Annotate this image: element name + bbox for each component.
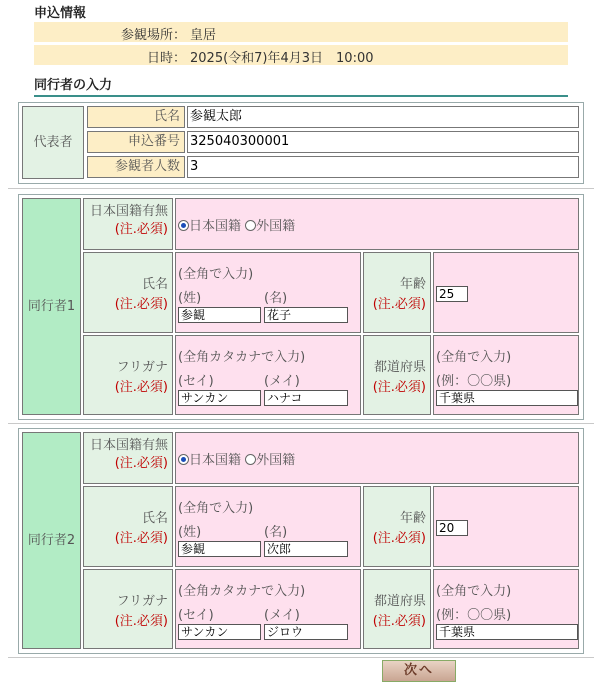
companion-2-table [18, 428, 584, 654]
c1-pref-cell [433, 335, 579, 415]
c1-surname-caption: (姓) [178, 291, 202, 306]
c2-foreign-radio[interactable] [245, 454, 256, 465]
c2-sei-caption: (セイ) [178, 608, 214, 623]
c2-nationality-label: 日本国籍有無 (注.必須) [83, 432, 173, 484]
info-row-location [34, 22, 568, 42]
rep-count-value: 3 [187, 156, 579, 178]
c1-name-hint: (全角で入力) [178, 267, 254, 282]
c1-kana-label: フリガナ (注.必須) [83, 335, 173, 415]
c1-japanese-radio[interactable] [178, 220, 189, 231]
c1-foreign-label: 外国籍 [256, 219, 296, 234]
c2-pref-example: (例：〇〇県) [436, 608, 512, 623]
c1-mei-input[interactable]: ハナコ [264, 390, 348, 406]
datetime-label: 日時： [146, 51, 186, 66]
c2-given-caption: (名) [264, 525, 288, 540]
c2-kana-label: フリガナ (注.必須) [83, 569, 173, 649]
c1-nationality-label: 日本国籍有無 (注.必須) [83, 198, 173, 250]
c1-pref-example: (例：〇〇県) [436, 374, 512, 389]
c2-name-cell [175, 486, 361, 567]
c2-age-input[interactable]: 20 [436, 520, 468, 536]
c1-sei-input[interactable]: サンカン [178, 390, 261, 406]
c1-name-label: 氏名 (注.必須) [83, 252, 173, 333]
c2-pref-input[interactable]: 千葉県 [436, 624, 578, 640]
c2-nationality-cell [175, 432, 579, 484]
c2-name-hint: (全角で入力) [178, 501, 254, 516]
representative-table [18, 102, 584, 184]
separator [8, 657, 594, 658]
c1-kana-hint: (全角カタカナで入力) [178, 350, 306, 365]
rep-number-label: 申込番号 [87, 131, 185, 153]
companion-2-title: 同行者2 [22, 432, 81, 649]
companion-1-title: 同行者1 [22, 198, 81, 415]
c1-nationality-cell [175, 198, 579, 250]
c1-pref-input[interactable]: 千葉県 [436, 390, 578, 406]
c1-age-label: 年齢 (注.必須) [363, 252, 431, 333]
rep-name-value: 参観太郎 [187, 106, 579, 128]
c1-surname-input[interactable]: 参観 [178, 307, 261, 323]
companion-1-table [18, 194, 584, 420]
rep-count-label: 参観者人数 [87, 156, 185, 178]
location-value: 皇居 [190, 28, 217, 43]
c1-kana-cell [175, 335, 361, 415]
separator [8, 423, 594, 424]
c1-age-input[interactable]: 25 [436, 286, 468, 302]
c1-given-caption: (名) [264, 291, 288, 306]
c2-kana-cell [175, 569, 361, 649]
c2-pref-cell [433, 569, 579, 649]
c2-mei-input[interactable]: ジロウ [264, 624, 348, 640]
c2-sei-input[interactable]: サンカン [178, 624, 261, 640]
c2-pref-label: 都道府県 (注.必須) [363, 569, 431, 649]
companions-heading: 同行者の入力 [34, 78, 113, 93]
c2-given-input[interactable]: 次郎 [264, 541, 348, 557]
c1-name-cell [175, 252, 361, 333]
next-button[interactable]: 次へ [382, 660, 456, 682]
info-row-datetime [34, 45, 568, 65]
c1-age-cell [433, 252, 579, 333]
c2-kana-hint: (全角カタカナで入力) [178, 584, 306, 599]
c1-japanese-label: 日本国籍 [189, 219, 242, 234]
heading-underline [34, 95, 568, 97]
c2-age-cell [433, 486, 579, 567]
c2-surname-input[interactable]: 参観 [178, 541, 261, 557]
c1-pref-label: 都道府県 (注.必須) [363, 335, 431, 415]
rep-number-value: 325040300001 [187, 131, 579, 153]
c2-mei-caption: (メイ) [264, 608, 300, 623]
c2-age-label: 年齢 (注.必須) [363, 486, 431, 567]
c2-surname-caption: (姓) [178, 525, 202, 540]
c2-name-label: 氏名 (注.必須) [83, 486, 173, 567]
application-info-heading: 申込情報 [34, 6, 87, 21]
c1-foreign-radio[interactable] [245, 220, 256, 231]
c1-pref-hint: (全角で入力) [436, 350, 512, 365]
datetime-value: 2025(令和7)年4月3日 10:00 [190, 51, 374, 66]
c2-japanese-label: 日本国籍 [189, 453, 242, 468]
location-label: 参観場所： [120, 28, 186, 43]
separator [8, 188, 594, 189]
c2-foreign-label: 外国籍 [256, 453, 296, 468]
representative-title: 代表者 [22, 106, 84, 179]
c1-sei-caption: (セイ) [178, 374, 214, 389]
c1-mei-caption: (メイ) [264, 374, 300, 389]
c2-japanese-radio[interactable] [178, 454, 189, 465]
c2-pref-hint: (全角で入力) [436, 584, 512, 599]
c1-given-input[interactable]: 花子 [264, 307, 348, 323]
rep-name-label: 氏名 [87, 106, 185, 128]
